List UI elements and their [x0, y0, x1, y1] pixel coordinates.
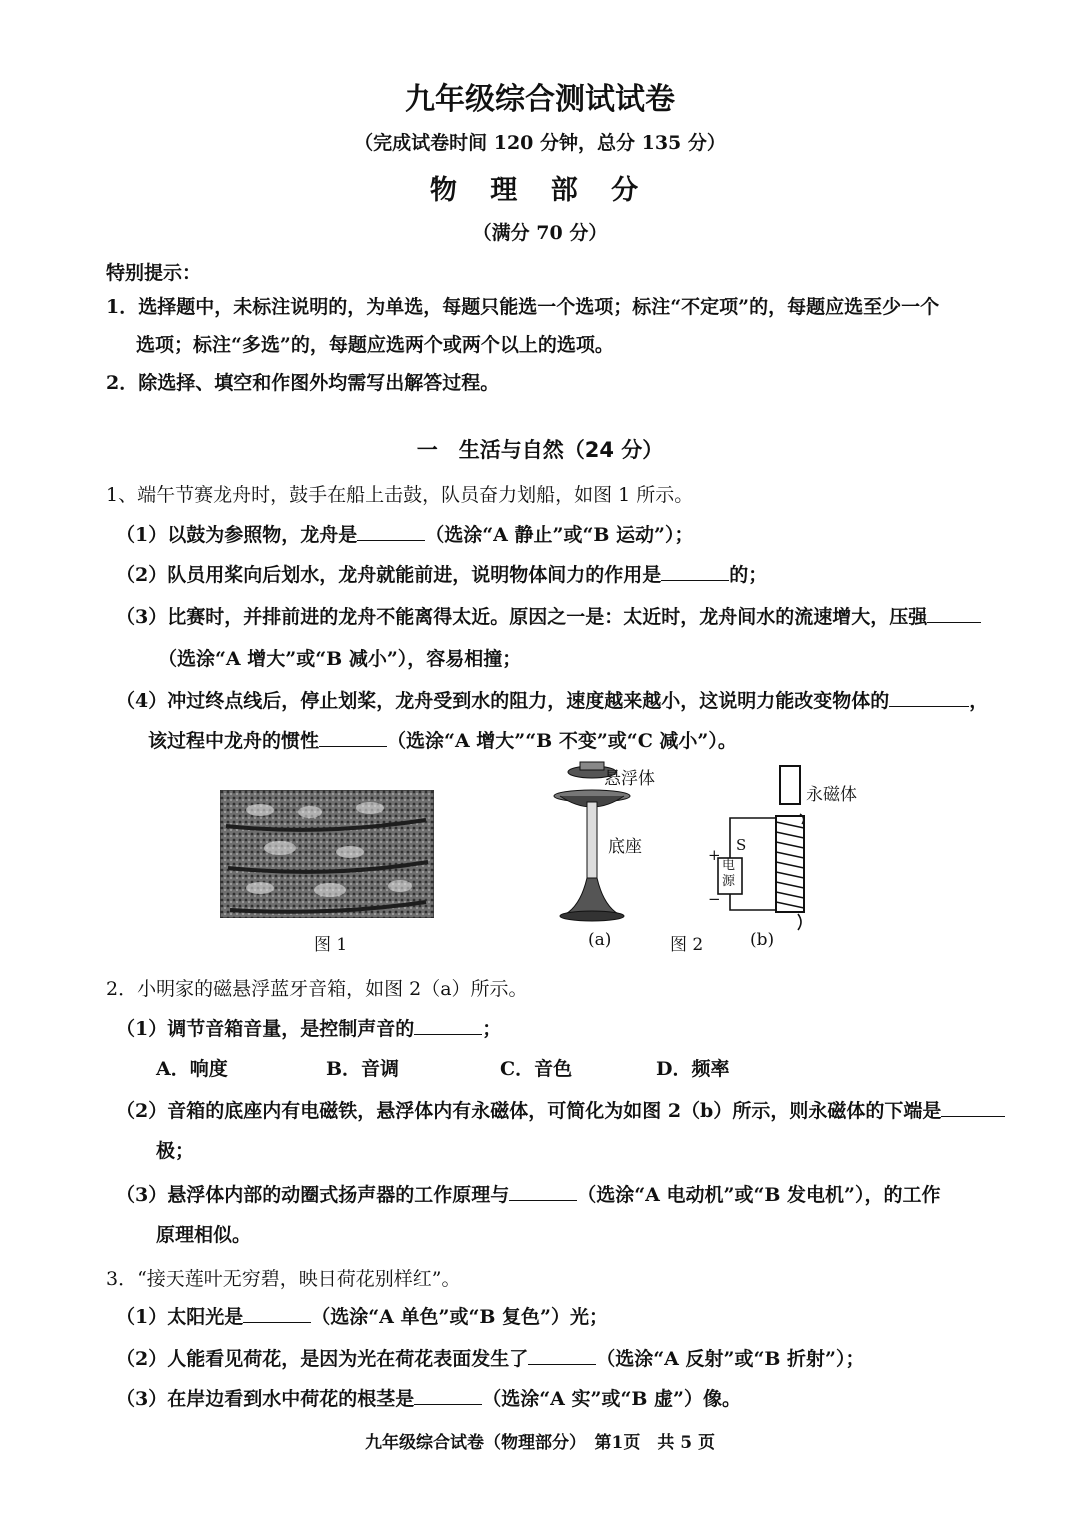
- q2-sub3-text: （3）悬浮体内部的动圈式扬声器的工作原理与: [116, 1184, 510, 1206]
- minus-label: −: [708, 890, 721, 908]
- q1-sub2: [116, 560, 767, 587]
- q2-sub2-text: （2）音箱的底座内有电磁铁，悬浮体内有永磁体，可简化为如图 2（b）所示，则永磁体的下端是: [116, 1100, 942, 1122]
- power-label-top: 电: [722, 858, 736, 873]
- full-mark: （满分 70 分）: [472, 222, 608, 244]
- q1-sub4-text: （4）冲过终点线后，停止划桨，龙舟受到水的阻力，速度越来越小，这说明力能改变物体的: [116, 690, 890, 712]
- page-footer: 九年级综合试卷（物理部分） 第1页 共 5 页: [365, 1433, 715, 1453]
- figure-2a-caption: (a): [588, 930, 612, 950]
- magnet-label: 永磁体: [806, 785, 857, 805]
- q2-sub1: [116, 1014, 501, 1041]
- notes-heading: 特别提示：: [106, 262, 202, 284]
- q3-sub2-text: （2）人能看见荷花，是因为光在荷花表面发生了: [116, 1348, 529, 1370]
- answer-blank[interactable]: [661, 562, 729, 581]
- figure-2b-caption: (b): [750, 930, 775, 950]
- q2-sub2: [116, 1096, 1005, 1123]
- q1-sub2-text: （2）队员用桨向后划水，龙舟就能前进，说明物体间力的作用是: [116, 564, 662, 586]
- base-label: 底座: [608, 837, 642, 857]
- q1-sub3-cont: （选涂“A 增大”或“B 减小”），容易相撞；: [158, 648, 522, 670]
- answer-blank[interactable]: [509, 1182, 577, 1201]
- answer-blank[interactable]: [528, 1346, 596, 1365]
- q1-sub3-text: （3）比赛时，并排前进的龙舟不能离得太近。原因之一是：太近时，龙舟间水的流速增大，压强: [116, 606, 928, 628]
- q2-sub1-text: （1）调节音箱音量，是控制声音的: [116, 1018, 415, 1040]
- power-label: [722, 858, 735, 890]
- figure-1-caption: 图 1: [314, 935, 348, 955]
- q3-sub3-text: （3）在岸边看到水中荷花的根茎是: [116, 1388, 415, 1410]
- q2-option-c: C．音色: [500, 1058, 573, 1080]
- q1-sub1: [116, 520, 693, 547]
- q2-option-a: A．响度: [156, 1058, 228, 1080]
- q1-sub4-options: （选涂“A 增大”“B 不变”或“C 减小”）。: [387, 730, 737, 752]
- answer-blank[interactable]: [927, 604, 981, 623]
- q1-sub4-text2: 该过程中龙舟的惯性: [148, 730, 320, 752]
- q1-sub4-comma: ，: [969, 690, 989, 712]
- answer-blank[interactable]: [941, 1098, 1005, 1117]
- q3-stem: 3．“接天莲叶无穷碧，映日荷花别样红”。: [106, 1268, 461, 1290]
- note-1a: 1．选择题中，未标注说明的，为单选，每题只能选一个选项；标注“不定项”的，每题应选至少一个: [106, 296, 940, 318]
- q1-stem: 1、端午节赛龙舟时，鼓手在船上击鼓，队员奋力划船，如图 1 所示。: [106, 484, 694, 506]
- answer-blank[interactable]: [414, 1386, 482, 1405]
- q3-sub1-text: （1）太阳光是: [116, 1306, 244, 1328]
- q1-sub4: [116, 686, 988, 713]
- q2-option-b: B．音调: [326, 1058, 400, 1080]
- part-title: 一 生活与自然（24 分）: [416, 438, 664, 462]
- q3-sub2: [116, 1344, 864, 1371]
- q1-sub1-text: （1）以鼓为参照物，龙舟是: [116, 524, 358, 546]
- note-1b: 选项；标注“多选”的，每题应选两个或两个以上的选项。: [136, 334, 614, 356]
- q2-sub3-options: （选涂“A 电动机”或“B 发电机”），的工作: [577, 1184, 941, 1206]
- q2-sub3-cont: 原理相似。: [156, 1224, 252, 1246]
- q1-sub1-options: （选涂“A 静止”或“B 运动”）；: [425, 524, 694, 546]
- switch-s-label: S: [736, 836, 747, 854]
- q1-sub2-end: 的；: [729, 564, 768, 586]
- q2-option-d: D．频率: [656, 1058, 730, 1080]
- q3-sub3-options: （选涂“A 实”或“B 虚”）像。: [482, 1388, 741, 1410]
- q1-sub4-cont: [148, 726, 737, 753]
- q2-sub2-cont: 极；: [156, 1140, 195, 1162]
- q2-sub1-end: ；: [482, 1018, 502, 1040]
- figure-2-caption: 图 2: [670, 935, 704, 955]
- q1-sub3: [116, 602, 981, 629]
- dragon-boat-photo: [220, 790, 434, 918]
- q3-sub1-options: （选涂“A 单色”或“B 复色”）光；: [311, 1306, 608, 1328]
- note-2: 2．除选择、填空和作图外均需写出解答过程。: [106, 372, 500, 394]
- q3-sub2-options: （选涂“A 反射”或“B 折射”）；: [596, 1348, 865, 1370]
- exam-title: 九年级综合测试试卷: [405, 82, 675, 117]
- exam-subtitle: （完成试卷时间 120 分钟，总分 135 分）: [354, 132, 726, 154]
- q3-sub3: [116, 1384, 741, 1411]
- q3-sub1: [116, 1302, 608, 1329]
- answer-blank[interactable]: [243, 1304, 311, 1323]
- power-label-bottom: 源: [722, 874, 736, 889]
- answer-blank[interactable]: [414, 1016, 482, 1035]
- answer-blank[interactable]: [319, 728, 387, 747]
- q2-stem: 2．小明家的磁悬浮蓝牙音箱，如图 2（a）所示。: [106, 978, 528, 1000]
- answer-blank[interactable]: [357, 522, 425, 541]
- answer-blank[interactable]: [889, 688, 969, 707]
- float-label: 悬浮体: [604, 769, 655, 789]
- plus-label: +: [708, 846, 721, 864]
- section-title: 物 理 部 分: [429, 175, 651, 206]
- q2-sub3: [116, 1180, 940, 1207]
